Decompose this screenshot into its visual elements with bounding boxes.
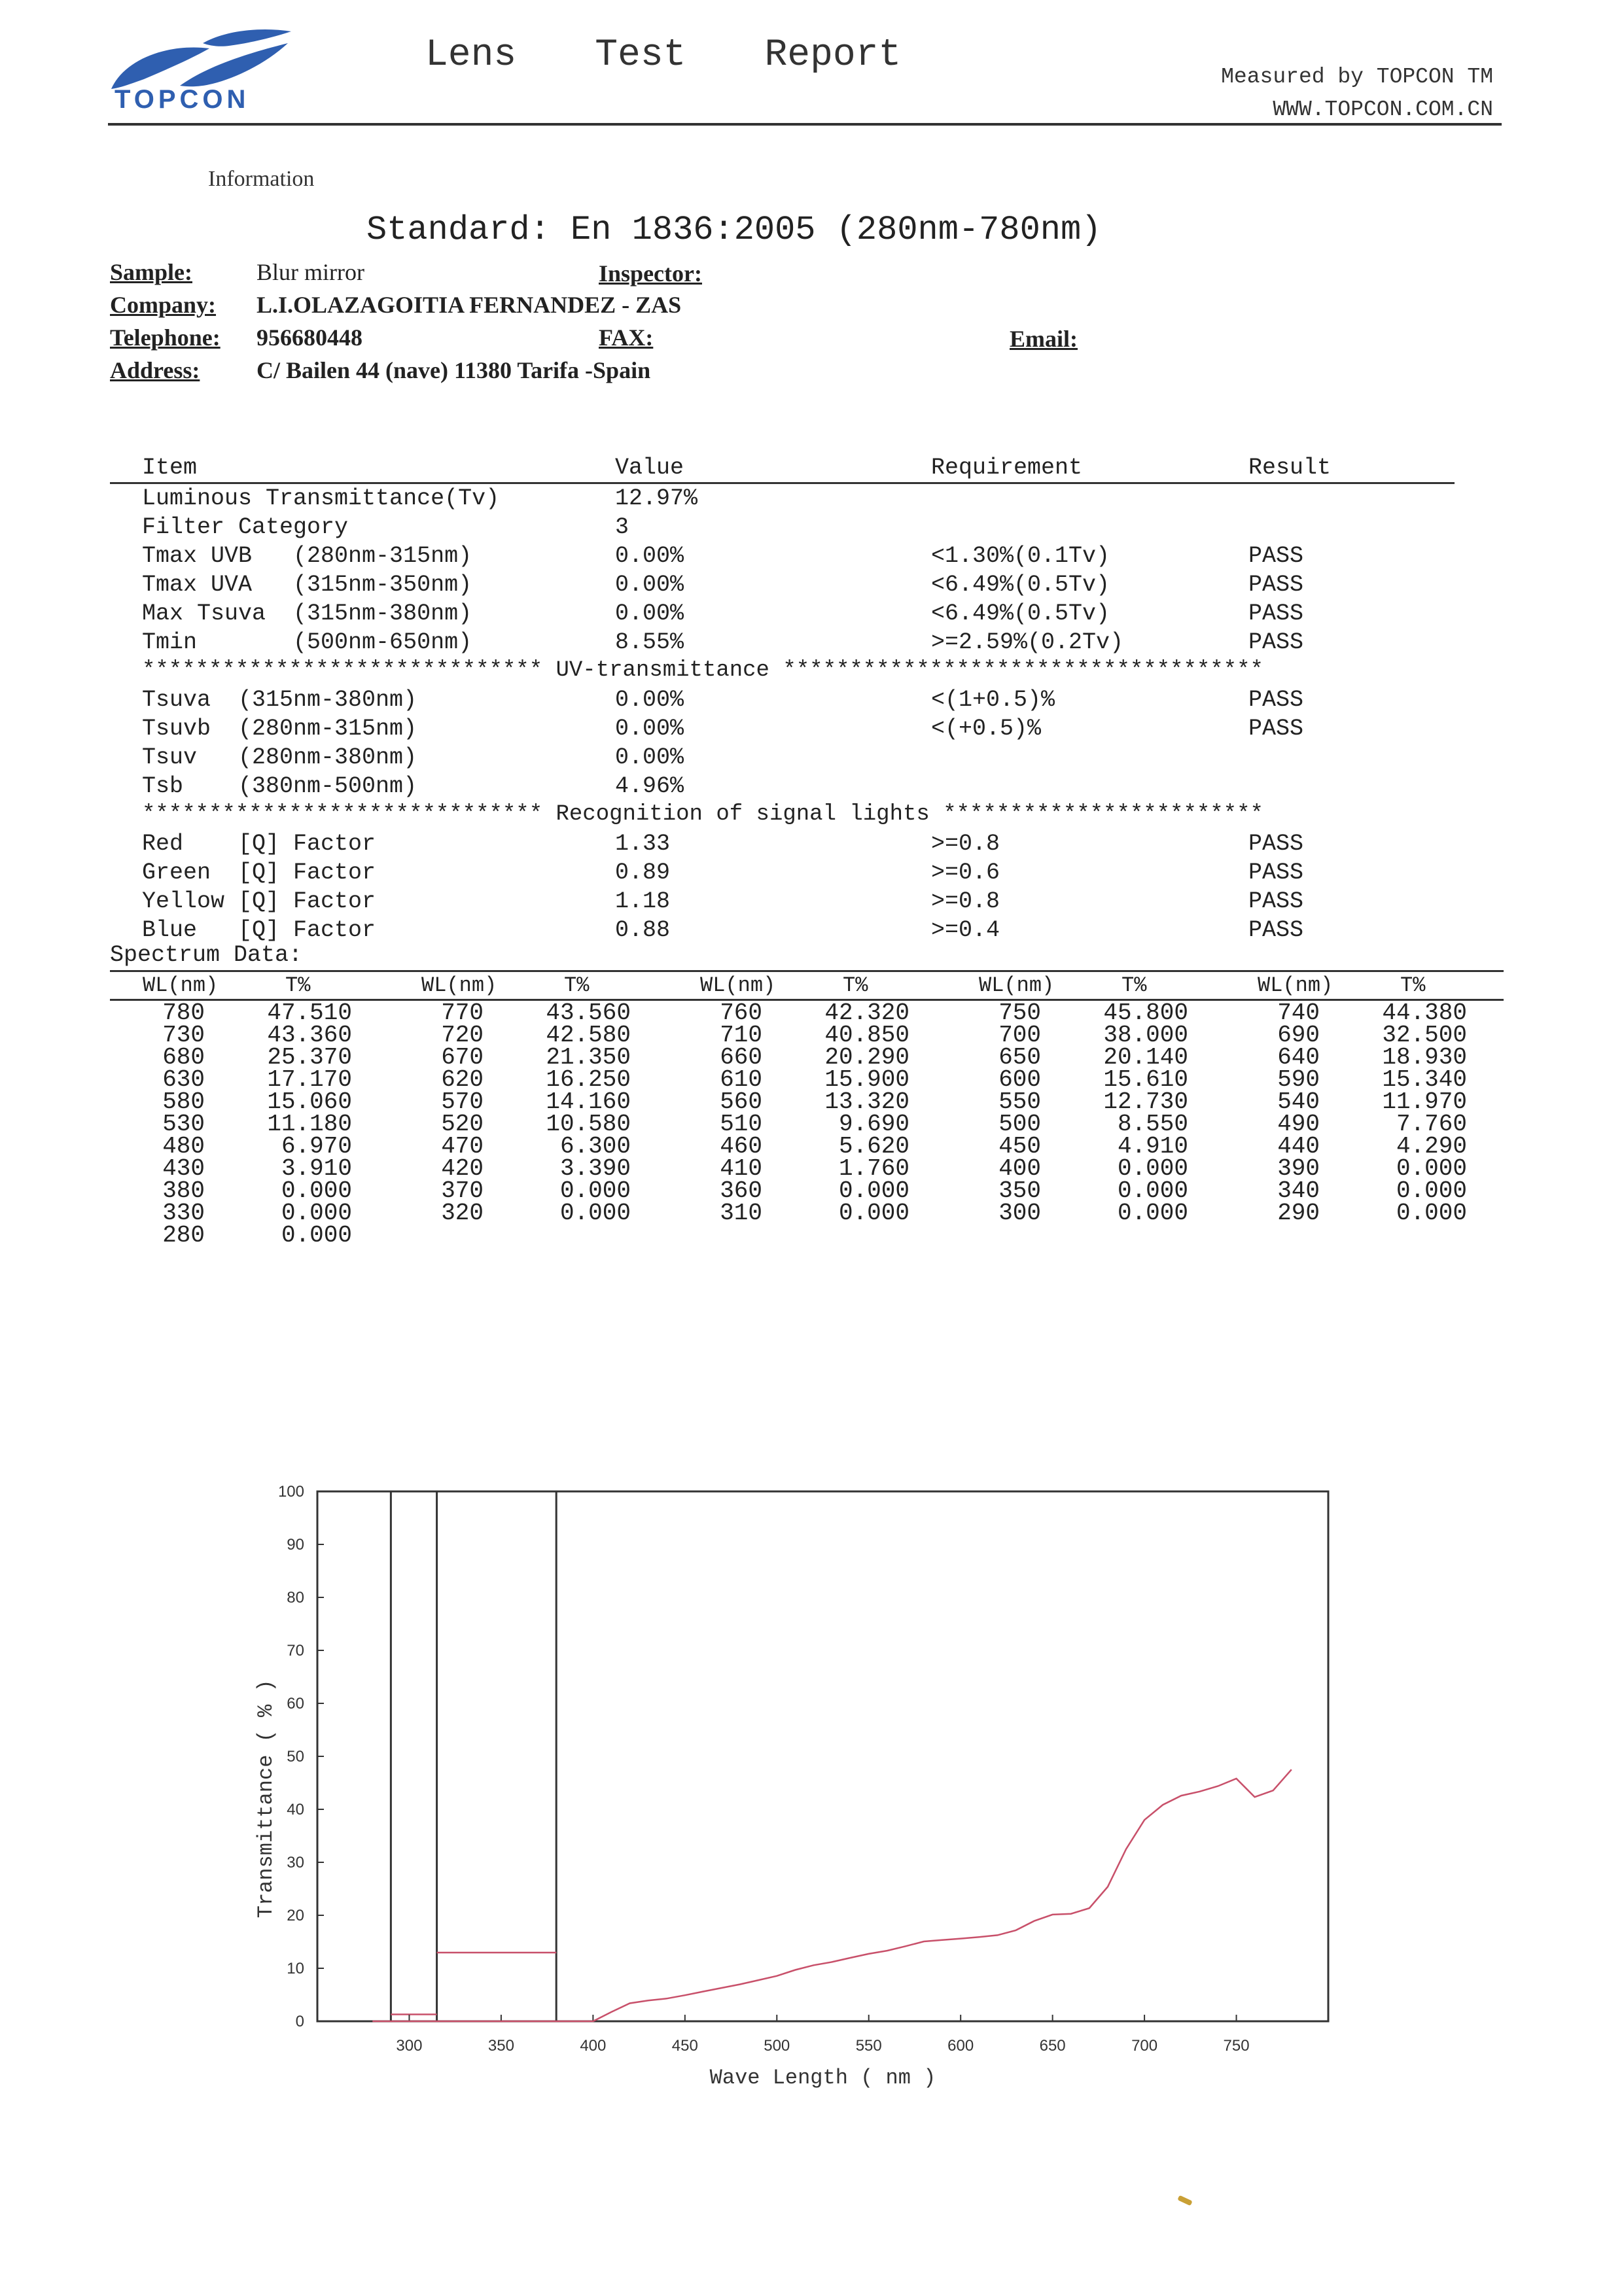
spectrum-cell: 12.730 bbox=[1103, 1088, 1188, 1115]
spectrum-cell: 0.000 bbox=[1117, 1155, 1188, 1182]
spectrum-cell: 480 bbox=[162, 1133, 205, 1160]
signal_rows-row-2-col-3: PASS bbox=[1248, 888, 1304, 914]
spectrum-cell: 0.000 bbox=[1396, 1155, 1467, 1182]
spectrum-col-t-2: T% bbox=[843, 973, 868, 998]
spectrum-col-t-4: T% bbox=[1400, 973, 1426, 998]
uv_rows-row-1-col-2: <(+0.5)% bbox=[931, 716, 1042, 742]
brand-name: TOPCON bbox=[115, 85, 250, 114]
spectrum-cell: 570 bbox=[441, 1088, 484, 1115]
title-word-2: Test bbox=[595, 34, 686, 77]
address-label: Address: bbox=[110, 357, 200, 383]
spectrum-cell: 3.910 bbox=[281, 1155, 352, 1182]
spectrum-col-wl-4: WL(nm) bbox=[1258, 973, 1333, 998]
spectrum-cell: 45.800 bbox=[1103, 1000, 1188, 1026]
spectrum-cell: 630 bbox=[162, 1066, 205, 1093]
spectrum-cell: 660 bbox=[720, 1044, 762, 1071]
spectrum-cell: 780 bbox=[162, 1000, 205, 1026]
spectrum-cell: 20.140 bbox=[1103, 1044, 1188, 1071]
results-header-result: Result bbox=[1248, 455, 1332, 481]
spectrum-cell: 700 bbox=[998, 1022, 1041, 1049]
spectrum-cell: 44.380 bbox=[1382, 1000, 1467, 1026]
y-tick-label: 40 bbox=[287, 1801, 304, 1818]
spectrum-cell: 15.610 bbox=[1103, 1066, 1188, 1093]
telephone-value: 956680448 bbox=[256, 324, 362, 351]
x-axis-label: Wave Length ( nm ) bbox=[709, 2066, 936, 2090]
spectrum-cell: 600 bbox=[998, 1066, 1041, 1093]
rows-row-5-col-1: 8.55% bbox=[615, 629, 684, 655]
spectrum-cell: 510 bbox=[720, 1111, 762, 1138]
spectrum-cell: 40.850 bbox=[824, 1022, 909, 1049]
rows-row-2-col-3: PASS bbox=[1248, 543, 1304, 569]
signal_rows-row-2-col-0: Yellow [Q] Factor bbox=[142, 888, 376, 914]
spectrum-cell: 440 bbox=[1277, 1133, 1320, 1160]
spectrum-cell: 460 bbox=[720, 1133, 762, 1160]
spectrum-cell: 590 bbox=[1277, 1066, 1320, 1093]
spectrum-cell: 350 bbox=[998, 1177, 1041, 1204]
y-tick-label: 30 bbox=[287, 1854, 304, 1871]
spectrum-cell: 0.000 bbox=[838, 1200, 909, 1226]
spectrum-cell: 17.170 bbox=[267, 1066, 352, 1093]
series-group bbox=[372, 1769, 1292, 2021]
spectrum-top-rule bbox=[110, 970, 1504, 972]
rows-row-5-col-0: Tmin (500nm-650nm) bbox=[142, 629, 472, 655]
stray-mark bbox=[1177, 2195, 1192, 2206]
spectrum-cell: 13.320 bbox=[824, 1088, 909, 1115]
report-title bbox=[425, 34, 980, 77]
spectrum-cell: 7.760 bbox=[1396, 1111, 1467, 1138]
y-tick-label: 0 bbox=[295, 2013, 304, 2030]
spectrum-cell: 310 bbox=[720, 1200, 762, 1226]
spectrum-cell: 770 bbox=[441, 1000, 484, 1026]
spectrum-cell: 320 bbox=[441, 1200, 484, 1226]
x-tick-label: 300 bbox=[396, 2037, 423, 2055]
spectrum-cell: 0.000 bbox=[1117, 1177, 1188, 1204]
spectrum-col-wl-3: WL(nm) bbox=[979, 973, 1055, 998]
uv_rows-row-0-col-3: PASS bbox=[1248, 687, 1304, 713]
y-tick-label: 80 bbox=[287, 1589, 304, 1607]
spectrum-cell: 6.970 bbox=[281, 1133, 352, 1160]
spectrum-cell: 430 bbox=[162, 1155, 205, 1182]
spectrum-cell: 8.550 bbox=[1117, 1111, 1188, 1138]
spectrum-cell: 580 bbox=[162, 1088, 205, 1115]
spectrum-cell: 560 bbox=[720, 1088, 762, 1115]
spectrum-cell: 0.000 bbox=[281, 1200, 352, 1226]
x-tick-label: 600 bbox=[947, 2037, 974, 2055]
spectrum-col-wl-2: WL(nm) bbox=[700, 973, 776, 998]
title-word-3: Report bbox=[764, 34, 902, 77]
transmittance-chart-svg bbox=[236, 1478, 1361, 2100]
series-line-0 bbox=[372, 1769, 1292, 2021]
y-tick-label: 20 bbox=[287, 1907, 304, 1924]
spectrum-cell: 0.000 bbox=[281, 1177, 352, 1204]
y-tick-label: 60 bbox=[287, 1695, 304, 1713]
spectrum-cell: 14.160 bbox=[546, 1088, 631, 1115]
signal_rows-row-1-col-2: >=0.6 bbox=[931, 860, 1000, 886]
spectrum-cell: 10.580 bbox=[546, 1111, 631, 1138]
sample-value: Blur mirror bbox=[256, 259, 364, 285]
rows-row-4-col-2: <6.49%(0.5Tv) bbox=[931, 600, 1110, 627]
spectrum-cell: 470 bbox=[441, 1133, 484, 1160]
spectrum-cell: 6.300 bbox=[559, 1133, 631, 1160]
spectrum-cell: 400 bbox=[998, 1155, 1041, 1182]
uv_rows-row-0-col-1: 0.00% bbox=[615, 687, 684, 713]
x-tick-label: 750 bbox=[1223, 2037, 1250, 2055]
rows-row-3-col-0: Tmax UVA (315nm-350nm) bbox=[142, 572, 472, 598]
spectrum-cell: 680 bbox=[162, 1044, 205, 1071]
signal_rows-row-3-col-1: 0.88 bbox=[615, 917, 671, 943]
x-tick-label: 650 bbox=[1039, 2037, 1066, 2055]
uv_rows-row-2-col-0: Tsuv (280nm-380nm) bbox=[142, 744, 417, 771]
spectrum-cell: 730 bbox=[162, 1022, 205, 1049]
rows-row-2-col-2: <1.30%(0.1Tv) bbox=[931, 543, 1110, 569]
spectrum-col-wl-1: WL(nm) bbox=[421, 973, 497, 998]
spectrum-cell: 640 bbox=[1277, 1044, 1320, 1071]
spectrum-col-t-3: T% bbox=[1121, 973, 1147, 998]
uv_rows-row-0-col-2: <(1+0.5)% bbox=[931, 687, 1055, 713]
telephone-label: Telephone: bbox=[110, 324, 221, 351]
signal_rows-row-0-col-0: Red [Q] Factor bbox=[142, 831, 376, 857]
spectrum-cell: 620 bbox=[441, 1066, 484, 1093]
spectrum-cell: 1.760 bbox=[838, 1155, 909, 1182]
transmittance-chart bbox=[236, 1478, 1361, 2100]
email-label: Email: bbox=[1010, 326, 1078, 352]
spectrum-cell: 9.690 bbox=[838, 1111, 909, 1138]
spectrum-cell: 4.290 bbox=[1396, 1133, 1467, 1160]
spectrum-cell: 38.000 bbox=[1103, 1022, 1188, 1049]
x-tick-label: 350 bbox=[487, 2037, 514, 2055]
spectrum-cell: 0.000 bbox=[1396, 1200, 1467, 1226]
rows-row-2-col-1: 0.00% bbox=[615, 543, 684, 569]
spectrum-cell: 20.290 bbox=[824, 1044, 909, 1071]
spectrum-cell: 720 bbox=[441, 1022, 484, 1049]
x-tick-label: 400 bbox=[580, 2037, 607, 2055]
spectrum-cell: 360 bbox=[720, 1177, 762, 1204]
spectrum-cell: 370 bbox=[441, 1177, 484, 1204]
spectrum-cell: 740 bbox=[1277, 1000, 1320, 1026]
signal_rows-row-3-col-3: PASS bbox=[1248, 917, 1304, 943]
y-axis-label: Transmittance ( % ) bbox=[254, 1679, 278, 1919]
y-tick-label: 10 bbox=[287, 1960, 304, 1977]
fax-label: FAX: bbox=[599, 324, 654, 351]
results-header-rule bbox=[110, 482, 1455, 484]
spectrum-cell: 11.970 bbox=[1382, 1088, 1467, 1115]
spectrum-cell: 0.000 bbox=[559, 1200, 631, 1226]
spectrum-cell: 760 bbox=[720, 1000, 762, 1026]
spectrum-cell: 3.390 bbox=[559, 1155, 631, 1182]
region-lines bbox=[391, 1491, 556, 2021]
inspector-label: Inspector: bbox=[599, 260, 702, 287]
results-header-requirement: Requirement bbox=[931, 455, 1083, 481]
spectrum-cell: 15.340 bbox=[1382, 1066, 1467, 1093]
spectrum-cell: 42.580 bbox=[546, 1022, 631, 1049]
spectrum-cell: 43.360 bbox=[267, 1022, 352, 1049]
uv_rows-row-2-col-1: 0.00% bbox=[615, 744, 684, 771]
spectrum-cell: 610 bbox=[720, 1066, 762, 1093]
spectrum-cell: 25.370 bbox=[267, 1044, 352, 1071]
spectrum-cell: 0.000 bbox=[1117, 1200, 1188, 1226]
rows-row-5-col-3: PASS bbox=[1248, 629, 1304, 655]
signal_rows-row-0-col-1: 1.33 bbox=[615, 831, 671, 857]
spectrum-cell: 540 bbox=[1277, 1088, 1320, 1115]
spectrum-cell: 0.000 bbox=[838, 1177, 909, 1204]
x-tick-label: 450 bbox=[671, 2037, 698, 2055]
uv-divider: ****************************** UV-transmittance ************************************ bbox=[142, 658, 1263, 683]
spectrum-cell: 530 bbox=[162, 1111, 205, 1138]
signal_rows-row-0-col-3: PASS bbox=[1248, 831, 1304, 857]
spectrum-cell: 380 bbox=[162, 1177, 205, 1204]
spectrum-cell: 550 bbox=[998, 1088, 1041, 1115]
spectrum-cell: 4.910 bbox=[1117, 1133, 1188, 1160]
signal_rows-row-1-col-1: 0.89 bbox=[615, 860, 671, 886]
uv_rows-row-1-col-0: Tsuvb (280nm-315nm) bbox=[142, 716, 417, 742]
signal_rows-row-2-col-2: >=0.8 bbox=[931, 888, 1000, 914]
sample-label: Sample: bbox=[110, 259, 192, 285]
spectrum-cell: 18.930 bbox=[1382, 1044, 1467, 1071]
spectrum-cell: 11.180 bbox=[267, 1111, 352, 1138]
spectrum-cell: 750 bbox=[998, 1000, 1041, 1026]
spectrum-cell: 420 bbox=[441, 1155, 484, 1182]
information-label: Information bbox=[208, 167, 315, 191]
signal_rows-row-1-col-0: Green [Q] Factor bbox=[142, 860, 376, 886]
spectrum-cell: 0.000 bbox=[281, 1222, 352, 1249]
y-tick-label: 50 bbox=[287, 1748, 304, 1765]
spectrum-cell: 500 bbox=[998, 1111, 1041, 1138]
rows-row-2-col-0: Tmax UVB (280nm-315nm) bbox=[142, 543, 472, 569]
signal_rows-row-3-col-0: Blue [Q] Factor bbox=[142, 917, 376, 943]
signal_rows-row-0-col-2: >=0.8 bbox=[931, 831, 1000, 857]
website-text: WWW.TOPCON.COM.CN bbox=[1273, 97, 1493, 122]
spectrum-label: Spectrum Data: bbox=[110, 942, 303, 968]
spectrum-cell: 21.350 bbox=[546, 1044, 631, 1071]
spectrum-cell: 390 bbox=[1277, 1155, 1320, 1182]
signal_rows-row-2-col-1: 1.18 bbox=[615, 888, 671, 914]
x-tick-label: 700 bbox=[1131, 2037, 1158, 2055]
spectrum-cell: 42.320 bbox=[824, 1000, 909, 1026]
y-tick-label: 70 bbox=[287, 1642, 304, 1660]
spectrum-cell: 670 bbox=[441, 1044, 484, 1071]
header-rule bbox=[108, 123, 1502, 126]
spectrum-cell: 0.000 bbox=[559, 1177, 631, 1204]
measured-by-block bbox=[1221, 61, 1493, 126]
spectrum-cell: 280 bbox=[162, 1222, 205, 1249]
rows-row-1-col-1: 3 bbox=[615, 514, 629, 540]
spectrum-cell: 330 bbox=[162, 1200, 205, 1226]
rows-row-4-col-1: 0.00% bbox=[615, 600, 684, 627]
x-tick-label: 550 bbox=[855, 2037, 882, 2055]
uv_rows-row-1-col-3: PASS bbox=[1248, 716, 1304, 742]
spectrum-cell: 16.250 bbox=[546, 1066, 631, 1093]
plot-frame bbox=[317, 1491, 1328, 2021]
spectrum-cell: 43.560 bbox=[546, 1000, 631, 1026]
x-tick-label: 500 bbox=[764, 2037, 790, 2055]
spectrum-cell: 490 bbox=[1277, 1111, 1320, 1138]
measured-by-text: Measured by TOPCON TM bbox=[1221, 65, 1493, 89]
address-value: C/ Bailen 44 (nave) 11380 Tarifa -Spain bbox=[256, 357, 651, 383]
rows-row-1-col-0: Filter Category bbox=[142, 514, 349, 540]
spectrum-col-t-1: T% bbox=[564, 973, 590, 998]
spectrum-cell: 710 bbox=[720, 1022, 762, 1049]
spectrum-cell: 47.510 bbox=[267, 1000, 352, 1026]
rows-row-5-col-2: >=2.59%(0.2Tv) bbox=[931, 629, 1124, 655]
spectrum-cell: 32.500 bbox=[1382, 1022, 1467, 1049]
uv_rows-row-3-col-0: Tsb (380nm-500nm) bbox=[142, 773, 417, 799]
spectrum-cell: 340 bbox=[1277, 1177, 1320, 1204]
spectrum-cell: 290 bbox=[1277, 1200, 1320, 1226]
company-label: Company: bbox=[110, 292, 217, 318]
rows-row-0-col-1: 12.97% bbox=[615, 485, 698, 512]
spectrum-cell: 410 bbox=[720, 1155, 762, 1182]
spectrum-col-t-0: T% bbox=[285, 973, 311, 998]
spectrum-cell: 650 bbox=[998, 1044, 1041, 1071]
results-header-item: Item bbox=[142, 455, 198, 481]
signal_rows-row-1-col-3: PASS bbox=[1248, 860, 1304, 886]
uv_rows-row-1-col-1: 0.00% bbox=[615, 716, 684, 742]
spectrum-cell: 300 bbox=[998, 1200, 1041, 1226]
spectrum-cell: 450 bbox=[998, 1133, 1041, 1160]
uv_rows-row-3-col-1: 4.96% bbox=[615, 773, 684, 799]
spectrum-cell: 0.000 bbox=[1396, 1177, 1467, 1204]
standard-heading: Standard: En 1836:2005 (280nm-780nm) bbox=[366, 211, 1102, 249]
spectrum-cell: 15.060 bbox=[267, 1088, 352, 1115]
rows-row-0-col-0: Luminous Transmittance(Tv) bbox=[142, 485, 500, 512]
spectrum-cell: 520 bbox=[441, 1111, 484, 1138]
rows-row-4-col-3: PASS bbox=[1248, 600, 1304, 627]
spectrum-cell: 690 bbox=[1277, 1022, 1320, 1049]
rows-row-4-col-0: Max Tsuva (315nm-380nm) bbox=[142, 600, 472, 627]
rows-row-3-col-3: PASS bbox=[1248, 572, 1304, 598]
signal_rows-row-3-col-2: >=0.4 bbox=[931, 917, 1000, 943]
y-tick-label: 90 bbox=[287, 1536, 304, 1554]
signal-divider: ****************************** Recognition of signal lights ************************ bbox=[142, 802, 1263, 827]
rows-row-3-col-2: <6.49%(0.5Tv) bbox=[931, 572, 1110, 598]
results-header-value: Value bbox=[615, 455, 684, 481]
y-tick-label: 100 bbox=[277, 1483, 304, 1501]
spectrum-cell: 5.620 bbox=[838, 1133, 909, 1160]
rows-row-3-col-1: 0.00% bbox=[615, 572, 684, 598]
spectrum-col-wl-0: WL(nm) bbox=[143, 973, 219, 998]
spectrum-cell: 15.900 bbox=[824, 1066, 909, 1093]
company-value: L.I.OLAZAGOITIA FERNANDEZ - ZAS bbox=[256, 292, 682, 318]
title-word-1: Lens bbox=[425, 34, 517, 77]
uv_rows-row-0-col-0: Tsuva (315nm-380nm) bbox=[142, 687, 417, 713]
